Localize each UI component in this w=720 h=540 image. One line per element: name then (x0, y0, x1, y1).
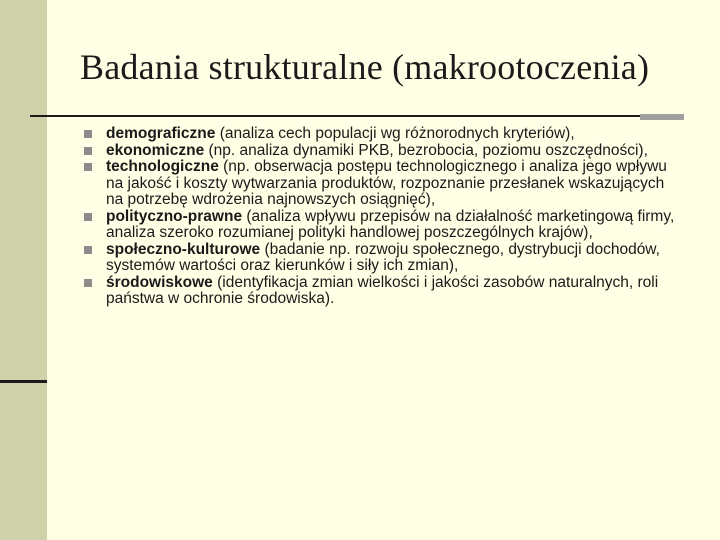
item-description: (identyfikacja zmian wielkości i jakości zasobów naturalnych, roli państwa w ochronie środowiska). (106, 273, 659, 307)
square-bullet-icon (84, 246, 92, 254)
slide-title: Badania strukturalne (makrootoczenia) (80, 47, 650, 87)
list-item (82, 242, 682, 275)
left-band-marker (0, 380, 47, 383)
square-bullet-icon (84, 147, 92, 155)
item-term: polityczno-prawne (106, 207, 243, 225)
item-description: (np. analiza dynamiki PKB, bezrobocia, poziomu oszczędności), (204, 141, 648, 159)
item-description: (analiza wpływu przepisów na działalność marketingową firmy, analiza szeroko rozumianej polityki handlowej poszczególnych krajów), (106, 207, 675, 241)
square-bullet-icon (84, 130, 92, 138)
list-item (82, 159, 682, 209)
item-term: środowiskowe (106, 273, 213, 291)
list-item (82, 143, 682, 160)
item-description: (np. obserwacja postępu technologicznego i analiza jego wpływu na jakość i koszty wytwarzania produktów, rozpoznanie przesłanek wskazujących na potrzebę wdrożenia najnowszych osiągnięć), (106, 158, 667, 208)
square-bullet-icon (84, 163, 92, 171)
item-description: (analiza cech populacji wg różnorodnych kryteriów), (215, 125, 575, 142)
item-term: ekonomiczne (106, 141, 205, 159)
list-item (82, 275, 682, 308)
item-term: technologiczne (106, 158, 219, 175)
title-underline (30, 115, 660, 117)
item-description: (badanie np. rozwoju społecznego, dystrybucji dochodów, systemów wartości oraz kierunków i siły ich zmian), (106, 240, 660, 274)
title-underline-accent (640, 114, 684, 120)
bullet-list (82, 126, 682, 308)
list-item (82, 209, 682, 242)
square-bullet-icon (84, 279, 92, 287)
item-term: demograficzne (106, 125, 216, 142)
left-decorative-band (0, 0, 47, 540)
list-item (82, 126, 682, 143)
item-term: społeczno-kulturowe (106, 240, 261, 258)
square-bullet-icon (84, 213, 92, 221)
